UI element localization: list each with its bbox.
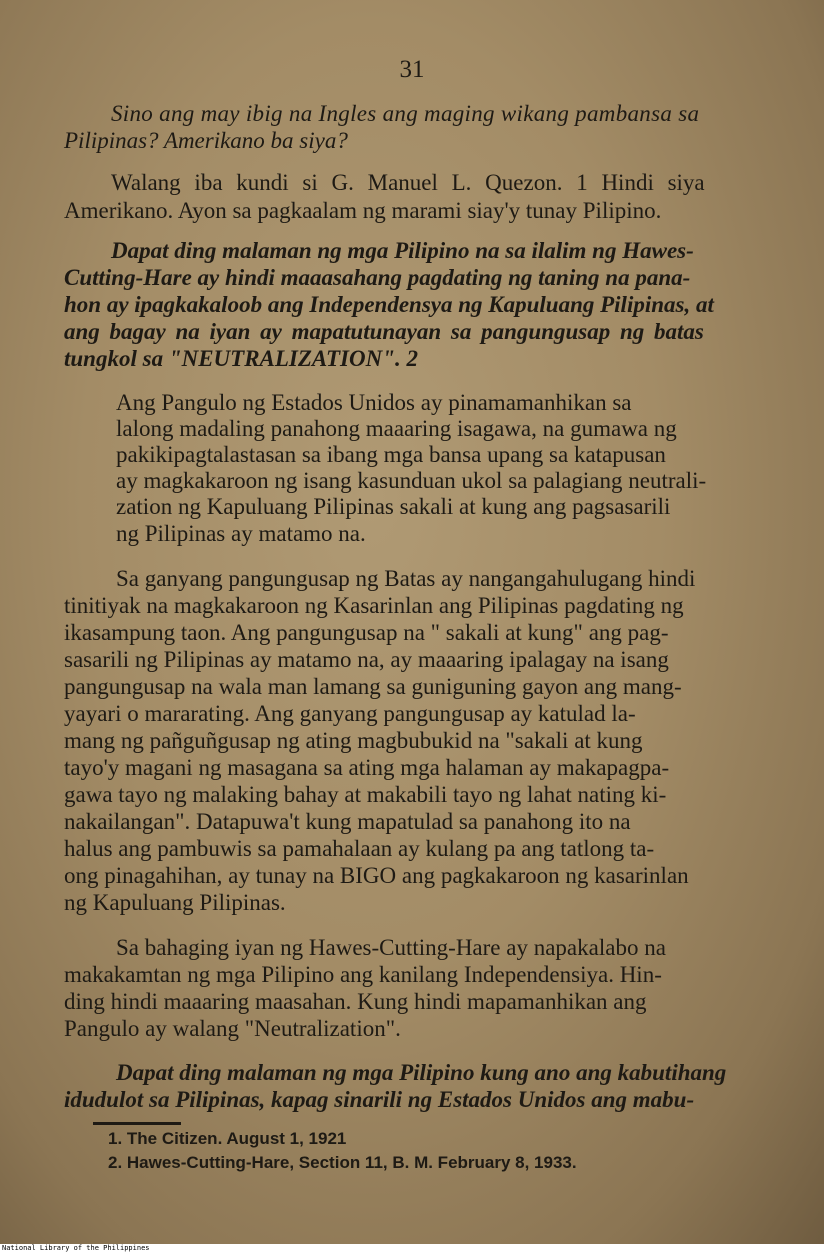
text-line: Amerikano. Ayon sa pagkaalam ng marami siay'y tunay Pilipino.: [64, 198, 662, 223]
text-line: Sa bahaging iyan ng Hawes-Cutting-Hare ay napakalabo na: [116, 935, 666, 960]
text-line: pakikipagtalastasan sa ibang mga bansa upang sa katapusan: [116, 442, 666, 467]
text-line: lalong madaling panahong maaaring isagawa, na gumawa ng: [116, 416, 677, 441]
text-line: Cutting-Hare ay hindi maaasahang pagdating ng taning na pana-: [64, 265, 691, 290]
text-line: Sa ganyang pangungusap ng Batas ay nangangahulugang hindi: [116, 566, 696, 591]
footnote-divider: [93, 1122, 181, 1125]
text-line: tungkol sa "NEUTRALIZATION". 2: [64, 346, 418, 371]
text-line: Pangulo ay walang "Neutralization".: [64, 1016, 401, 1041]
text-line: ng Kapuluang Pilipinas.: [64, 890, 286, 915]
footnote-1: 1. The Citizen. August 1, 1921: [108, 1129, 347, 1148]
text-line: halus ang pambuwis sa pamahalaan ay kulang pa ang tatlong ta-: [64, 836, 655, 861]
text-line: tinitiyak na magkakaroon ng Kasarinlan ang Pilipinas pagdating ng: [64, 593, 684, 618]
text-line: Pilipinas? Amerikano ba siya?: [64, 128, 348, 153]
footnote-2: 2. Hawes-Cutting-Hare, Section 11, B. M. February 8, 1933.: [108, 1153, 577, 1172]
text-line: nakailangan". Datapuwa't kung mapatulad sa panahong ito na: [64, 809, 631, 834]
text-line: idudulot sa Pilipinas, kapag sinarili ng Estados Unidos ang mabu-: [64, 1087, 695, 1112]
text-line: mang ng pañguñgusap ng ating magbubukid na "sakali at kung: [64, 728, 643, 753]
text-line: tayo'y magani ng masagana sa ating mga halaman ay makapagpa-: [64, 755, 670, 780]
text-line: Sino ang may ibig na Ingles ang maging wikang pambansa sa: [111, 101, 700, 126]
text-line: hon ay ipagkakaloob ang Independensya ng Kapuluang Pilipinas, at: [64, 292, 714, 317]
text-line: gawa tayo ng malaking bahay at makabili tayo ng lahat nating ki-: [64, 782, 667, 807]
text-line: ikasampung taon. Ang pangungusap na " sakali at kung" ang pag-: [64, 620, 669, 645]
text-line: Ang Pangulo ng Estados Unidos ay pinamamanhikan sa: [116, 390, 632, 415]
text-line: ang bagay na iyan ay mapatutunayan sa pangungusap ng batas: [64, 319, 704, 344]
text-line: makakamtan ng mga Pilipino ang kanilang Independensiya. Hin-: [64, 962, 662, 987]
text-line: ding hindi maaaring maasahan. Kung hindi mapamanhikan ang: [64, 989, 647, 1014]
text-line: zation ng Kapuluang Pilipinas sakali at kung ang pagsasarili: [116, 494, 671, 519]
page-number: 31: [399, 56, 425, 83]
text-line: Dapat ding malaman ng mga Pilipino kung ano ang kabutihang: [116, 1060, 727, 1085]
text-line: sasarili ng Pilipinas ay matamo na, ay maaaring ipalagay na isang: [64, 647, 669, 672]
text-line: Dapat ding malaman ng mga Pilipino na sa ilalim ng Hawes-: [111, 238, 694, 263]
text-line: pangungusap na wala man lamang sa guniguning gayon ang mang-: [64, 674, 682, 699]
text-line: Walang iba kundi si G. Manuel L. Quezon. 1 Hindi siya: [111, 170, 705, 195]
library-credit: National Library of the Philippines: [0, 1244, 824, 1253]
text-line: yayari o mararating. Ang ganyang pangungusap ay katulad la-: [64, 701, 636, 726]
text-line: ong pinagahihan, ay tunay na BIGO ang pagkakaroon ng kasarinlan: [64, 863, 689, 888]
text-line: ng Pilipinas ay matamo na.: [116, 521, 366, 546]
text-line: ay magkakaroon ng isang kasunduan ukol sa palagiang neutrali-: [116, 468, 707, 493]
